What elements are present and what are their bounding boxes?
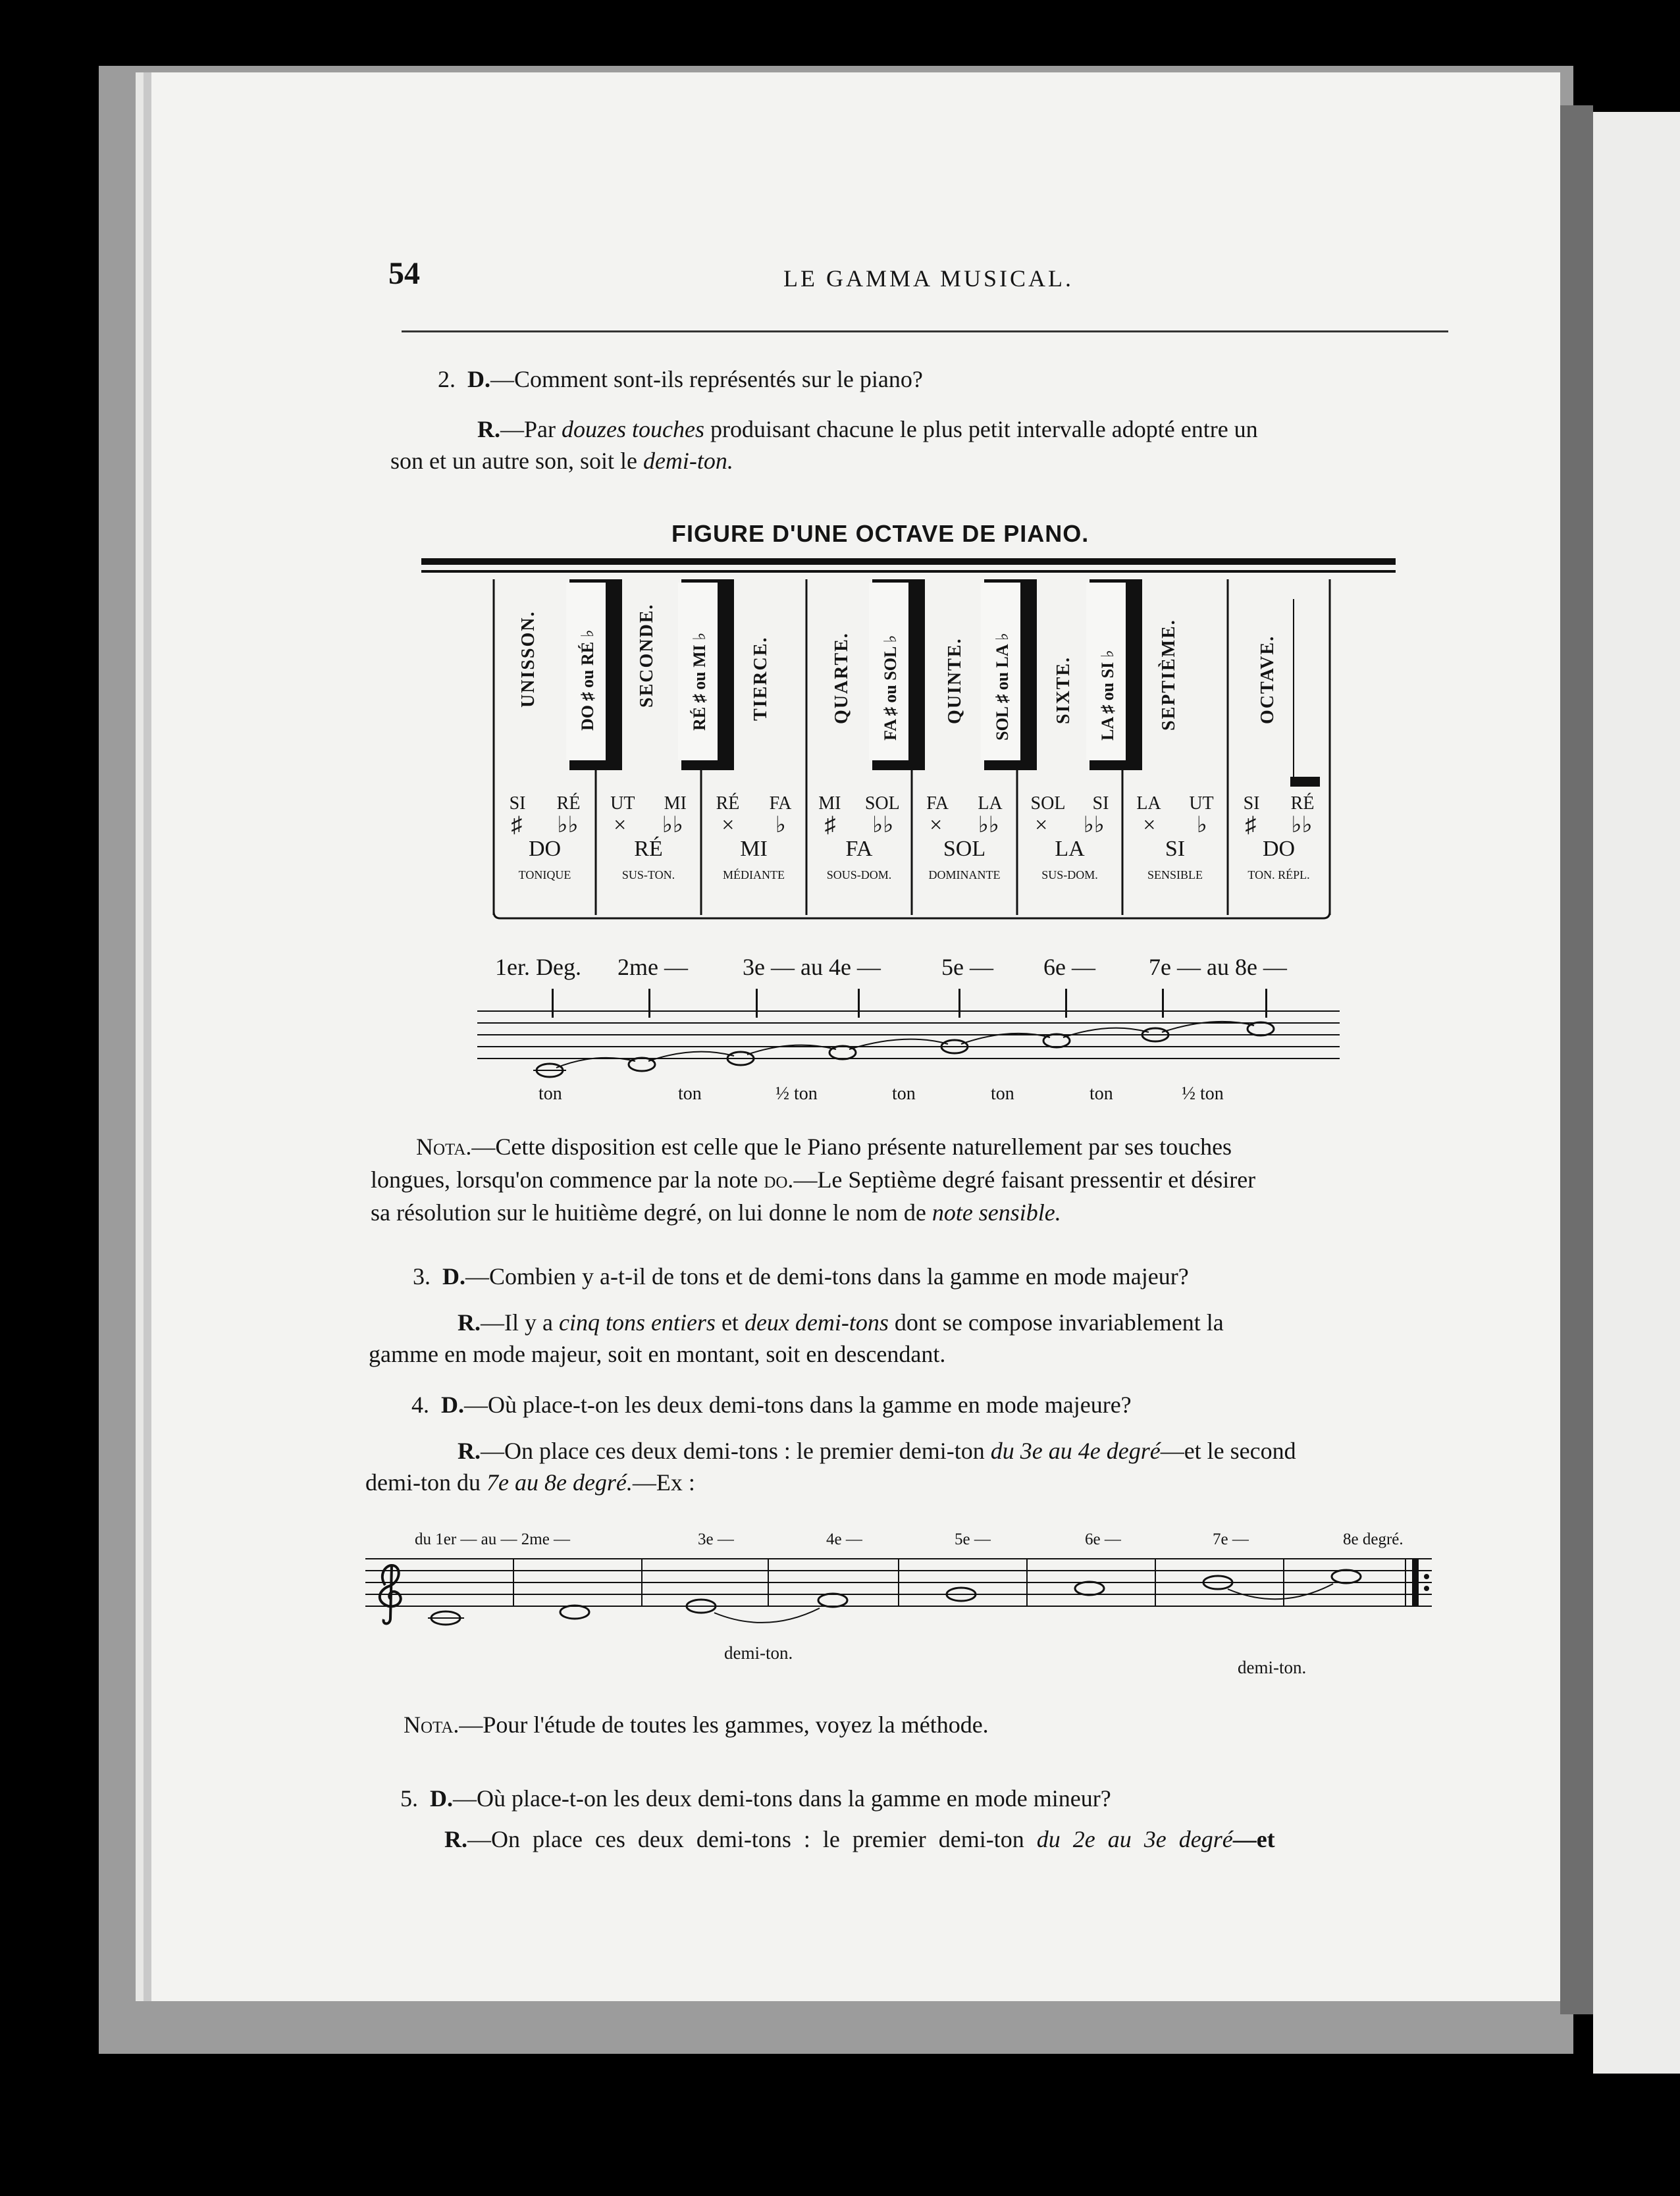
degree-function: TON. RÉPL. [1247, 868, 1310, 881]
enharmonic-left: SOL [1030, 793, 1066, 814]
keyboard-top-line [421, 570, 1396, 573]
enharmonic-right: MI [664, 793, 687, 814]
black-key-name: LA ♯ ou SI ♭ [1098, 650, 1117, 741]
question-number: 4. [411, 1392, 429, 1418]
enharmonic-cell [701, 793, 806, 882]
answer-text: —Par [500, 416, 562, 442]
enharmonic-right: SI [1092, 793, 1109, 814]
example-degree-label: 6e — [1085, 1530, 1121, 1548]
nota-note: do. [764, 1166, 794, 1193]
nota-text: sa résolution sur le huitième degré, on lui donne le nom de [371, 1199, 932, 1226]
question-text: —Combien y a-t-il de tons et de demi-tons dans la gamme en mode majeur? [465, 1263, 1189, 1290]
enharmonic-right: FA [769, 793, 792, 814]
question-marker: D. [442, 1263, 465, 1290]
question-text: —Comment sont-ils représentés sur le piano? [490, 366, 923, 392]
note-name: LA [1055, 837, 1085, 861]
question-number: 2. [438, 366, 456, 392]
answer-text: dont se compose invariablement la [888, 1309, 1224, 1336]
degree-function: SUS-TON. [621, 868, 675, 881]
accidental: ♯ [824, 813, 836, 837]
question-text: —Où place-t-on les deux demi-tons dans la gamme en mode majeure? [464, 1392, 1132, 1418]
degree-label: 3e — au 4e — [743, 954, 881, 980]
degree-label: 2me — [617, 954, 688, 980]
answer-text: son et un autre son, soit le [390, 448, 643, 474]
note-name: DO [1262, 837, 1296, 861]
answer-italic: douzes touches [562, 416, 704, 442]
nota-1-line-1 [416, 1131, 1232, 1163]
enharmonic-right: LA [978, 793, 1003, 814]
note-name: MI [740, 837, 768, 861]
figure-title: FIGURE D'UNE OCTAVE DE PIANO. [671, 520, 1089, 547]
answer-3-line-2: gamme en mode majeur, soit en montant, soit en descendant. [369, 1341, 946, 1367]
interval-label: ton [991, 1084, 1014, 1104]
black-key-name: DO ♯ ou RÉ ♭ [578, 629, 597, 731]
note-name: SI [1165, 837, 1186, 861]
accidental: × [722, 813, 735, 837]
nota-text: longues, lorsqu'on commence par la note [371, 1166, 764, 1193]
answer-text: demi-ton du [365, 1469, 486, 1496]
accidental: ♭♭ [978, 813, 999, 837]
question-4 [411, 1389, 1132, 1421]
enharmonic-cell [806, 793, 912, 882]
running-title: LE GAMMA MUSICAL. [783, 265, 1074, 292]
degree-label: 1er. Deg. [495, 954, 581, 980]
degree-function: SENSIBLE [1147, 868, 1203, 881]
answer-italic: du 2e au 3e degré [1036, 1826, 1233, 1852]
degree-label: 7e — au 8e — [1149, 954, 1287, 980]
page-number: 54 [388, 256, 420, 291]
example-degree-label: du 1er — au — 2me — [415, 1530, 571, 1548]
white-key-name: QUARTE. [831, 632, 852, 724]
enharmonic-right: SOL [864, 793, 900, 814]
answer-text: et [715, 1309, 745, 1336]
interval-label: ton [538, 1084, 562, 1104]
nota-text: —Pour l'étude de toutes les gammes, voyez la méthode. [459, 1712, 989, 1738]
answer-marker: R. [477, 416, 500, 442]
enharmonic-table [490, 793, 1333, 925]
degree-label: 5e — [941, 954, 993, 980]
white-key-name: SIXTE. [1053, 656, 1074, 724]
enharmonic-cell [596, 793, 701, 882]
nota-label: Nota. [416, 1134, 472, 1160]
question-3 [413, 1261, 1189, 1292]
enharmonic-left: SI [509, 793, 526, 814]
answer-text: —On place ces deux demi-tons : le premier demi-ton [467, 1826, 1037, 1852]
note-name: DO [528, 837, 562, 861]
note-name: RÉ [634, 837, 663, 861]
note-name: FA [845, 837, 873, 861]
answer-marker: R. [458, 1438, 481, 1464]
accidental: ♭♭ [872, 813, 894, 837]
question-marker: D. [430, 1785, 453, 1812]
answer-text: —On place ces deux demi-tons : le premier demi-ton [481, 1438, 991, 1464]
enharmonic-left: MI [818, 793, 841, 814]
key-names [490, 579, 1333, 777]
degree-function: SOUS-DOM. [826, 868, 892, 881]
black-key-name: FA ♯ ou SOL ♭ [881, 635, 900, 741]
enharmonic-cell [912, 793, 1017, 882]
nota-2 [404, 1709, 989, 1740]
degree-function: DOMINANTE [928, 868, 1001, 881]
interval-label: ton [678, 1084, 702, 1104]
enharmonic-right: RÉ [1290, 793, 1315, 814]
header-rule [402, 330, 1448, 332]
enharmonic-cell [1122, 793, 1228, 882]
question-number: 3. [413, 1263, 431, 1290]
accidental: ♭ [775, 813, 786, 837]
enharmonic-cell [1017, 793, 1122, 882]
enharmonic-right: RÉ [556, 793, 581, 814]
accidental: ♭♭ [1291, 813, 1313, 837]
enharmonic-left: RÉ [716, 793, 740, 814]
question-2 [438, 363, 923, 395]
keyboard-top-bar [421, 558, 1396, 565]
enharmonic-left: LA [1136, 793, 1161, 814]
interval-label: ½ ton [775, 1084, 818, 1104]
accidental: ♭♭ [662, 813, 683, 837]
accidental: ♯ [1245, 813, 1257, 837]
question-number: 5. [400, 1785, 418, 1812]
degree-function: SUS-DOM. [1041, 868, 1098, 881]
white-key-name: OCTAVE. [1257, 635, 1278, 724]
answer-2-line-1 [477, 413, 1258, 445]
question-marker: D. [467, 366, 490, 392]
accidental: × [1143, 813, 1156, 837]
accidental: ♭ [1196, 813, 1207, 837]
answer-italic: demi-ton. [643, 448, 733, 474]
note-name: SOL [943, 837, 986, 861]
white-key-name: SECONDE. [637, 603, 657, 708]
interval-label: ½ ton [1182, 1084, 1224, 1104]
example-degree-label: 8e degré. [1343, 1530, 1404, 1548]
answer-text: produisant chacune le plus petit intervalle adopté entre un [704, 416, 1258, 442]
nota-label: Nota. [404, 1712, 459, 1738]
black-key-name: RÉ ♯ ou MI ♭ [690, 632, 709, 731]
answer-italic: cinq tons entiers [558, 1309, 716, 1336]
example-degree-label: 4e — [826, 1530, 862, 1548]
answer-4-line-1 [458, 1435, 1296, 1467]
answer-text: —et le second [1160, 1438, 1296, 1464]
accidental: × [614, 813, 627, 837]
accidental: ♭♭ [557, 813, 579, 837]
white-key-name: TIERCE. [750, 636, 771, 721]
enharmonic-cell [1228, 793, 1330, 882]
facing-page-edge [1593, 112, 1680, 2074]
answer-2-line-2 [390, 445, 733, 477]
answer-5-line-1 [444, 1823, 1275, 1855]
example-degree-label: 7e — [1213, 1530, 1249, 1548]
accidental: × [1035, 813, 1048, 837]
enharmonic-left: UT [610, 793, 635, 814]
white-key-name: UNISSON. [518, 610, 538, 708]
example-degree-label: 3e — [698, 1530, 734, 1548]
nota-text: —Cette disposition est celle que le Piano présente naturellement par ses touches [471, 1134, 1232, 1160]
enharmonic-right: UT [1189, 793, 1214, 814]
white-key-name: SEPTIÈME. [1159, 619, 1179, 731]
interval-label: ton [892, 1084, 916, 1104]
demi-ton-label: demi-ton. [724, 1643, 793, 1663]
nota-1-line-2 [371, 1164, 1255, 1195]
answer-text: —Ex : [632, 1469, 695, 1496]
demi-ton-label: demi-ton. [1238, 1658, 1307, 1677]
question-5 [400, 1783, 1111, 1814]
answer-3-line-1 [458, 1307, 1224, 1338]
accidental: × [930, 813, 943, 837]
accidental: ♭♭ [1083, 813, 1105, 837]
book-spine [1560, 105, 1593, 2014]
white-key-name: QUINTE. [945, 637, 965, 724]
nota-text: —Le Septième degré faisant pressentir et désirer [793, 1166, 1256, 1193]
degree-function: MÉDIANTE [723, 868, 785, 881]
nota-1-line-3 [371, 1197, 1061, 1228]
question-text: —Où place-t-on les deux demi-tons dans la gamme en mode mineur? [453, 1785, 1111, 1812]
question-marker: D. [441, 1392, 464, 1418]
example-staff [365, 1546, 1445, 1631]
answer-italic: deux demi-tons [744, 1309, 889, 1336]
interval-label: ton [1089, 1084, 1113, 1104]
answer-italic: du 3e au 4e degré [990, 1438, 1161, 1464]
degree-function: TONIQUE [518, 868, 571, 881]
answer-text: —et [1232, 1826, 1275, 1852]
answer-italic: 7e au 8e degré. [486, 1469, 633, 1496]
nota-italic: note sensible. [932, 1199, 1061, 1226]
answer-marker: R. [444, 1826, 467, 1852]
enharmonic-left: FA [926, 793, 949, 814]
accidental: ♯ [511, 813, 523, 837]
enharmonic-cell [494, 793, 596, 882]
answer-text: —Il y a [481, 1309, 559, 1336]
answer-4-line-2 [365, 1467, 695, 1498]
degree-label: 6e — [1043, 954, 1095, 980]
answer-marker: R. [458, 1309, 481, 1336]
enharmonic-left: SI [1243, 793, 1260, 814]
scale-staff [477, 1007, 1346, 1086]
black-key-name: SOL ♯ ou LA ♭ [993, 633, 1012, 741]
example-degree-label: 5e — [955, 1530, 991, 1548]
